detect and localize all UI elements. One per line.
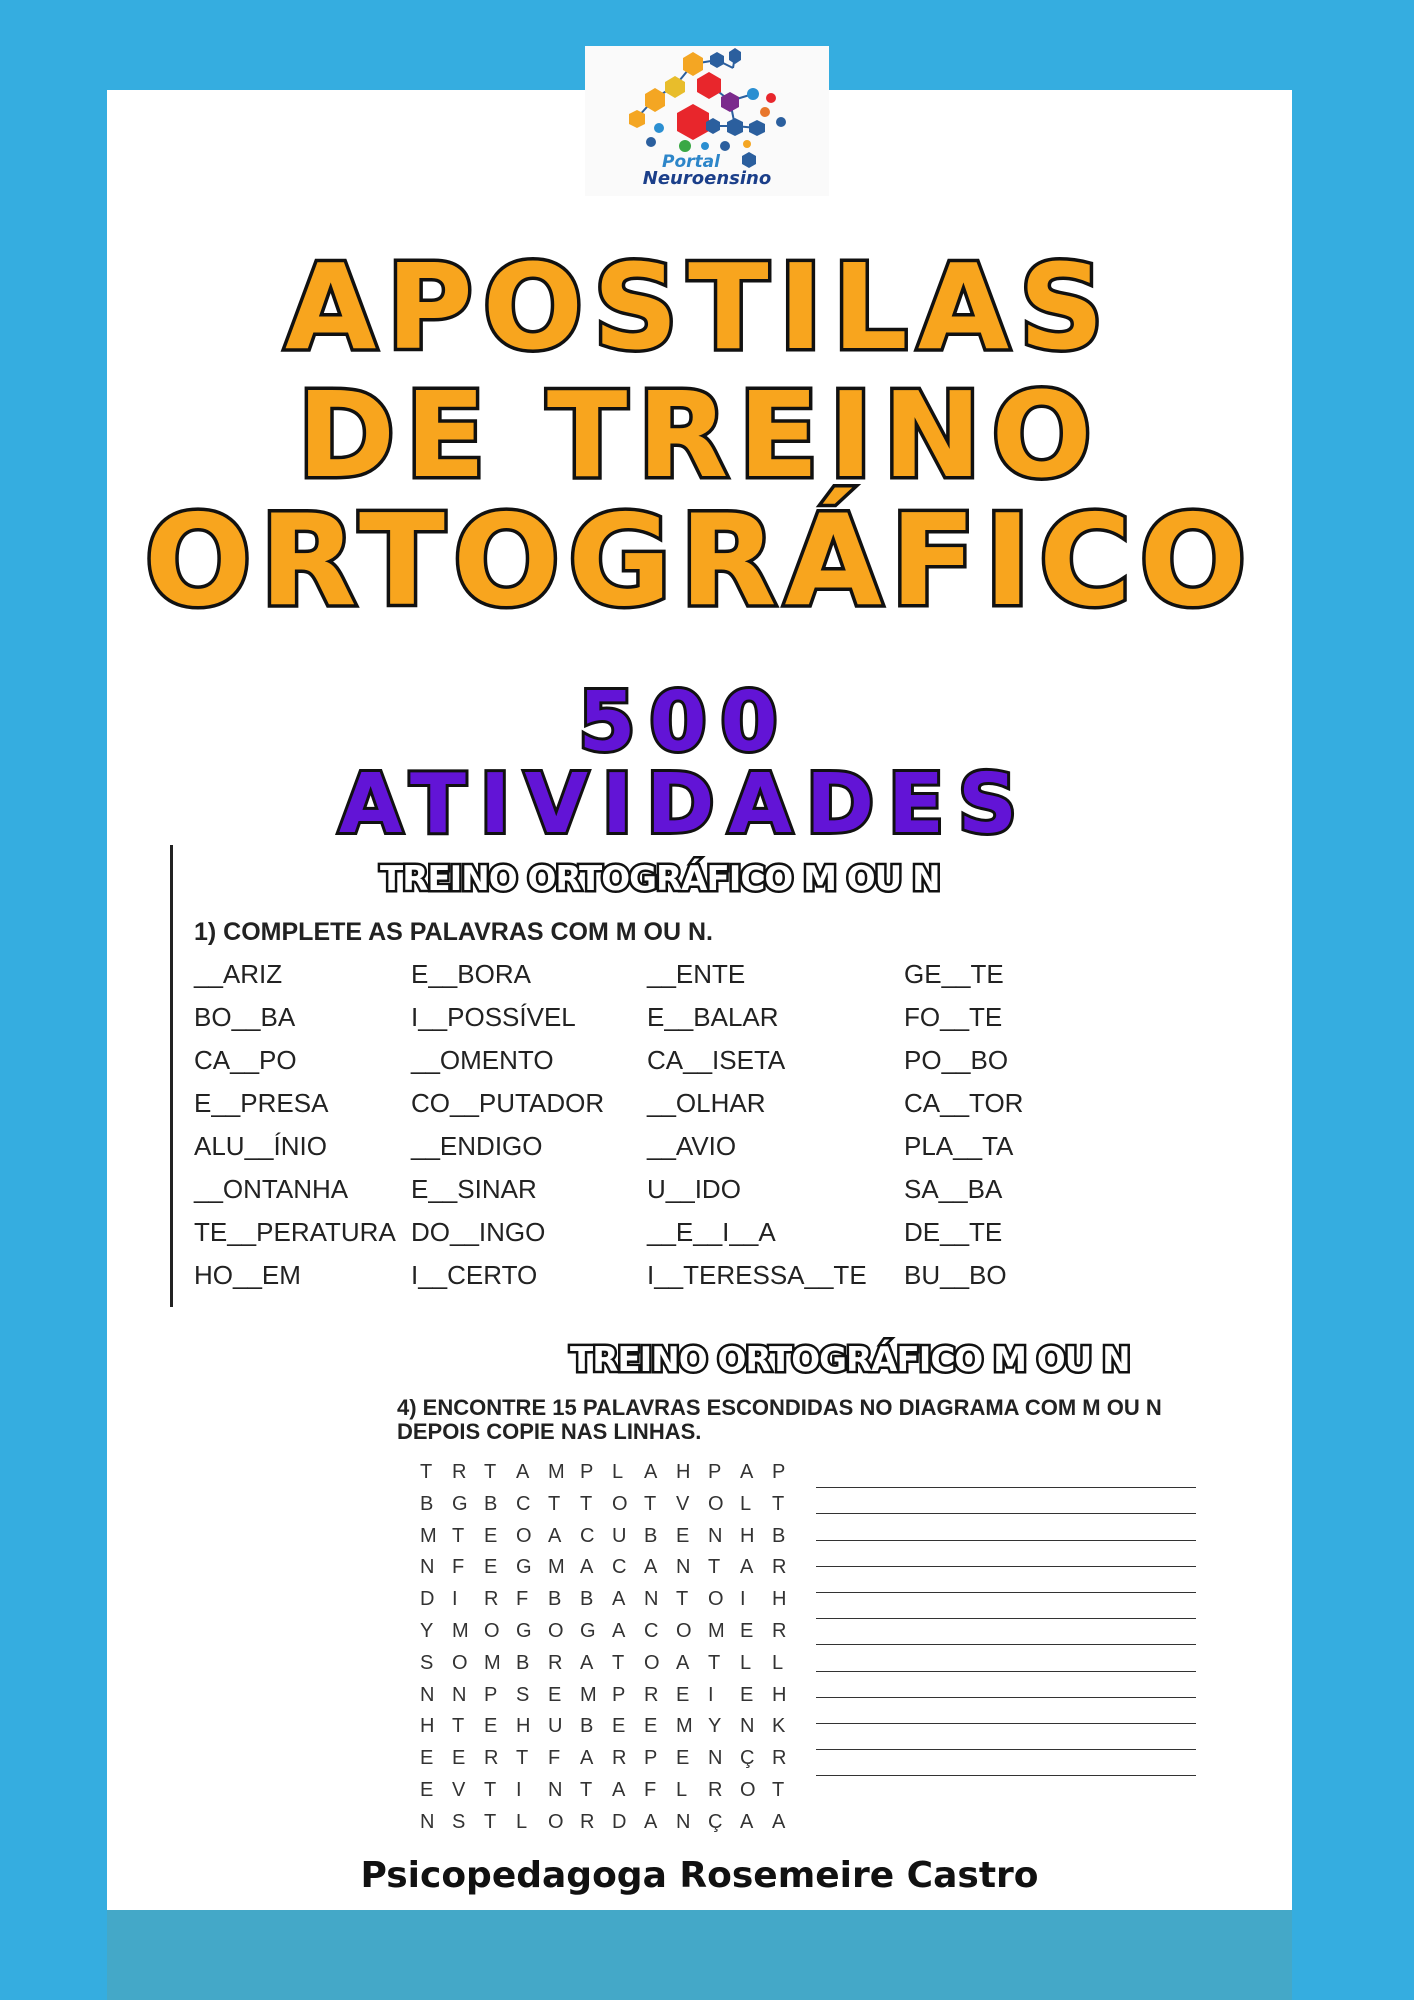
search-letter: A [516, 1461, 530, 1483]
answer-line[interactable] [816, 1672, 1196, 1698]
search-letter: E [484, 1556, 498, 1579]
search-letter: T [484, 1461, 497, 1483]
word-item: I__POSSÍVEL [411, 1002, 576, 1032]
search-letter: O [708, 1588, 724, 1611]
word-item: FO__TE [904, 1002, 1003, 1032]
search-letter: T [484, 1810, 497, 1833]
search-letter: A [740, 1556, 754, 1579]
search-letter: O [676, 1619, 692, 1642]
search-letter: G [452, 1492, 468, 1515]
search-letter: P [772, 1461, 786, 1483]
search-letter: P [612, 1683, 626, 1706]
search-letter: L [772, 1651, 784, 1674]
search-letter: B [644, 1524, 658, 1547]
answer-line[interactable] [816, 1619, 1196, 1645]
search-letter: P [708, 1461, 722, 1483]
word-search-grid [420, 1457, 804, 1839]
search-letter: R [708, 1778, 723, 1801]
word-item: CA__TOR [904, 1088, 1024, 1118]
search-letter: S [516, 1683, 530, 1706]
answer-line[interactable] [816, 1724, 1196, 1750]
search-letter: F [516, 1588, 529, 1611]
search-letter: D [612, 1810, 627, 1833]
search-letter: F [452, 1556, 465, 1579]
search-letter: E [484, 1524, 498, 1547]
search-letter: K [772, 1715, 786, 1738]
search-letter: Ç [740, 1747, 755, 1770]
search-letter: O [740, 1778, 756, 1801]
search-letter: L [740, 1492, 752, 1515]
search-letter: H [676, 1461, 691, 1483]
search-letter: U [612, 1524, 627, 1547]
search-letter: I [708, 1683, 714, 1706]
search-letter: H [516, 1715, 531, 1738]
search-letter: E [676, 1683, 690, 1706]
search-letter: O [516, 1524, 532, 1547]
word-item: PLA__TA [904, 1131, 1014, 1161]
answer-line[interactable] [816, 1488, 1196, 1514]
search-letter: N [420, 1556, 435, 1579]
search-letter: A [644, 1461, 658, 1483]
search-letter: R [484, 1747, 499, 1770]
search-letter: R [644, 1683, 659, 1706]
word-item: U__IDO [647, 1174, 741, 1204]
word-item: __ENDIGO [411, 1131, 543, 1161]
search-letter: R [548, 1651, 563, 1674]
search-letter: A [548, 1524, 562, 1547]
search-letter: O [548, 1619, 564, 1642]
title-line-3: ORTOGRÁFICO [144, 487, 1255, 634]
search-letter: T [452, 1715, 465, 1738]
search-letter: M [708, 1619, 725, 1642]
search-letter: E [740, 1683, 754, 1706]
search-letter: N [708, 1524, 723, 1547]
word-item: __AVIO [647, 1131, 737, 1161]
search-letter: T [644, 1492, 657, 1515]
search-letter: R [612, 1747, 627, 1770]
answer-line[interactable] [816, 1541, 1196, 1567]
search-letter: B [772, 1524, 786, 1547]
search-letter: N [548, 1778, 563, 1801]
search-letter: N [676, 1810, 691, 1833]
search-letter: E [644, 1715, 658, 1738]
word-item: __OLHAR [647, 1088, 766, 1118]
search-letter: A [772, 1810, 786, 1833]
word-item: CO__PUTADOR [411, 1088, 605, 1118]
search-letter: D [420, 1588, 435, 1611]
word-item: I__CERTO [411, 1260, 538, 1290]
word-item: E__PRESA [194, 1088, 329, 1118]
search-letter: R [772, 1619, 787, 1642]
search-letter: O [484, 1619, 500, 1642]
bottom-band [107, 1910, 1292, 2000]
search-letter: V [452, 1778, 466, 1801]
search-letter: C [644, 1619, 659, 1642]
search-letter: E [484, 1715, 498, 1738]
search-letter: A [676, 1651, 690, 1674]
search-letter: V [676, 1492, 690, 1515]
word-item: SA__BA [904, 1174, 1003, 1204]
search-letter: E [612, 1715, 626, 1738]
word-item: ALU__ÍNIO [194, 1131, 327, 1161]
search-letter: T [708, 1651, 721, 1674]
logo-text-portal: Portal [662, 152, 720, 172]
search-letter: A [740, 1810, 754, 1833]
search-letter: F [548, 1747, 561, 1770]
search-letter: G [516, 1556, 532, 1579]
search-letter: T [516, 1747, 529, 1770]
search-letter: H [740, 1524, 755, 1547]
search-letter: T [452, 1524, 465, 1547]
search-letter: I [452, 1588, 458, 1611]
search-letter: L [740, 1651, 752, 1674]
search-letter: A [644, 1556, 658, 1579]
title-line-2: DE TREINO [297, 366, 1102, 504]
search-letter: A [580, 1556, 594, 1579]
search-letter: T [484, 1778, 497, 1801]
answer-line[interactable] [816, 1514, 1196, 1540]
search-letter: S [452, 1810, 466, 1833]
title-line-1: APOSTILAS [285, 238, 1114, 376]
search-letter: O [644, 1651, 660, 1674]
search-letter: A [612, 1619, 626, 1642]
word-item: DO__INGO [411, 1217, 546, 1247]
search-letter: A [612, 1778, 626, 1801]
search-letter: M [580, 1683, 597, 1706]
search-letter: O [548, 1810, 564, 1833]
search-letter: A [580, 1747, 594, 1770]
search-letter: M [548, 1556, 565, 1579]
search-letter: M [420, 1524, 437, 1547]
search-letter: H [772, 1588, 787, 1611]
search-letter: A [580, 1651, 594, 1674]
answer-line[interactable] [816, 1462, 1196, 1488]
section-divider [170, 845, 173, 1307]
search-letter: E [676, 1747, 690, 1770]
search-letter: C [580, 1524, 595, 1547]
word-item: PO__BO [904, 1045, 1009, 1075]
word-item: TE__PERATURA [194, 1217, 396, 1247]
search-letter: N [420, 1683, 435, 1706]
word-item: GE__TE [904, 959, 1004, 989]
search-letter: U [548, 1715, 563, 1738]
search-letter: T [612, 1651, 625, 1674]
search-letter: E [420, 1747, 434, 1770]
search-letter: N [644, 1588, 659, 1611]
search-letter: T [420, 1461, 433, 1483]
search-letter: H [772, 1683, 787, 1706]
search-letter: E [420, 1778, 434, 1801]
search-letter: T [548, 1492, 561, 1515]
search-letter: A [740, 1461, 754, 1483]
search-letter: B [580, 1715, 594, 1738]
search-letter: Y [708, 1715, 722, 1738]
word-completion-grid [194, 955, 1054, 1299]
search-letter: C [612, 1556, 627, 1579]
answer-line[interactable] [816, 1567, 1196, 1593]
answer-line[interactable] [816, 1593, 1196, 1619]
answer-lines [816, 1462, 1196, 1776]
search-letter: E [676, 1524, 690, 1547]
search-letter: L [612, 1461, 624, 1483]
search-letter: B [484, 1492, 498, 1515]
search-letter: O [708, 1492, 724, 1515]
subtitle-500-atividades: 500 ATIVIDADES [338, 675, 1032, 852]
search-letter: Ç [708, 1810, 723, 1833]
word-item: CA__ISETA [647, 1045, 786, 1075]
search-letter: R [772, 1556, 787, 1579]
word-item: BU__BO [904, 1260, 1007, 1290]
word-item: CA__PO [194, 1045, 297, 1075]
word-item: __OMENTO [411, 1045, 554, 1075]
word-item: BO__BA [194, 1002, 296, 1032]
search-letter: N [452, 1683, 467, 1706]
search-letter: M [452, 1619, 469, 1642]
search-letter: N [676, 1556, 691, 1579]
search-letter: T [676, 1588, 689, 1611]
word-item: __ONTANHA [194, 1174, 349, 1204]
search-letter: N [708, 1747, 723, 1770]
search-letter: T [580, 1778, 593, 1801]
search-letter: L [676, 1778, 688, 1801]
search-letter: B [548, 1588, 562, 1611]
search-letter: C [516, 1492, 531, 1515]
search-letter: A [644, 1810, 658, 1833]
word-item: E__BALAR [647, 1002, 779, 1032]
section-1-title: TREINO ORTOGRÁFICO M OU N [380, 859, 940, 899]
search-letter: M [676, 1715, 693, 1738]
search-letter: E [740, 1619, 754, 1642]
search-letter: T [772, 1778, 785, 1801]
search-letter: G [580, 1619, 596, 1642]
search-letter: R [580, 1810, 595, 1833]
search-letter: R [772, 1747, 787, 1770]
answer-line[interactable] [816, 1750, 1196, 1776]
word-item: __E__I__A [647, 1217, 776, 1247]
search-letter: E [548, 1683, 562, 1706]
search-letter: M [484, 1651, 501, 1674]
word-item: __ARIZ [194, 959, 283, 989]
portal-neuroensino-logo [585, 46, 829, 196]
logo-text-neuroensino: Neuroensino [642, 168, 772, 189]
search-letter: E [452, 1747, 466, 1770]
answer-line[interactable] [816, 1698, 1196, 1724]
search-letter: T [772, 1492, 785, 1515]
search-letter: B [516, 1651, 530, 1674]
search-letter: L [516, 1810, 528, 1833]
word-item: HO__EM [194, 1260, 301, 1290]
search-letter: R [484, 1588, 499, 1611]
search-letter: O [612, 1492, 628, 1515]
author-name: Psicopedagoga Rosemeire Castro [360, 1855, 1039, 1896]
search-letter: M [548, 1461, 565, 1483]
section-2-title: TREINO ORTOGRÁFICO M OU N [570, 1340, 1130, 1380]
search-letter: F [644, 1778, 657, 1801]
search-letter: R [452, 1461, 467, 1483]
answer-line[interactable] [816, 1645, 1196, 1671]
search-letter: H [420, 1715, 435, 1738]
search-letter: I [516, 1778, 522, 1801]
search-letter: B [420, 1492, 434, 1515]
search-letter: O [452, 1651, 468, 1674]
word-item: __ENTE [647, 959, 746, 989]
word-item: E__BORA [411, 959, 531, 989]
word-item: I__TERESSA__TE [647, 1260, 867, 1290]
section-1-instruction: 1) COMPLETE AS PALAVRAS COM M OU N. [194, 918, 713, 946]
search-letter: S [420, 1651, 434, 1674]
search-letter: G [516, 1619, 532, 1642]
section-2-instruction: 4) ENCONTRE 15 PALAVRAS ESCONDIDAS NO DIAGRAMA COM M OU N DEPOIS COPIE NAS LINHAS. [397, 1395, 1162, 1445]
search-letter: P [580, 1461, 594, 1483]
word-item: DE__TE [904, 1217, 1003, 1247]
search-letter: T [580, 1492, 593, 1515]
search-letter: A [612, 1588, 626, 1611]
search-letter: T [708, 1556, 721, 1579]
search-letter: B [580, 1588, 594, 1611]
search-letter: P [644, 1747, 658, 1770]
search-letter: P [484, 1683, 498, 1706]
search-letter: I [740, 1588, 746, 1611]
search-letter: Y [420, 1619, 434, 1642]
search-letter: N [740, 1715, 755, 1738]
word-item: E__SINAR [411, 1174, 537, 1204]
search-letter: N [420, 1810, 435, 1833]
